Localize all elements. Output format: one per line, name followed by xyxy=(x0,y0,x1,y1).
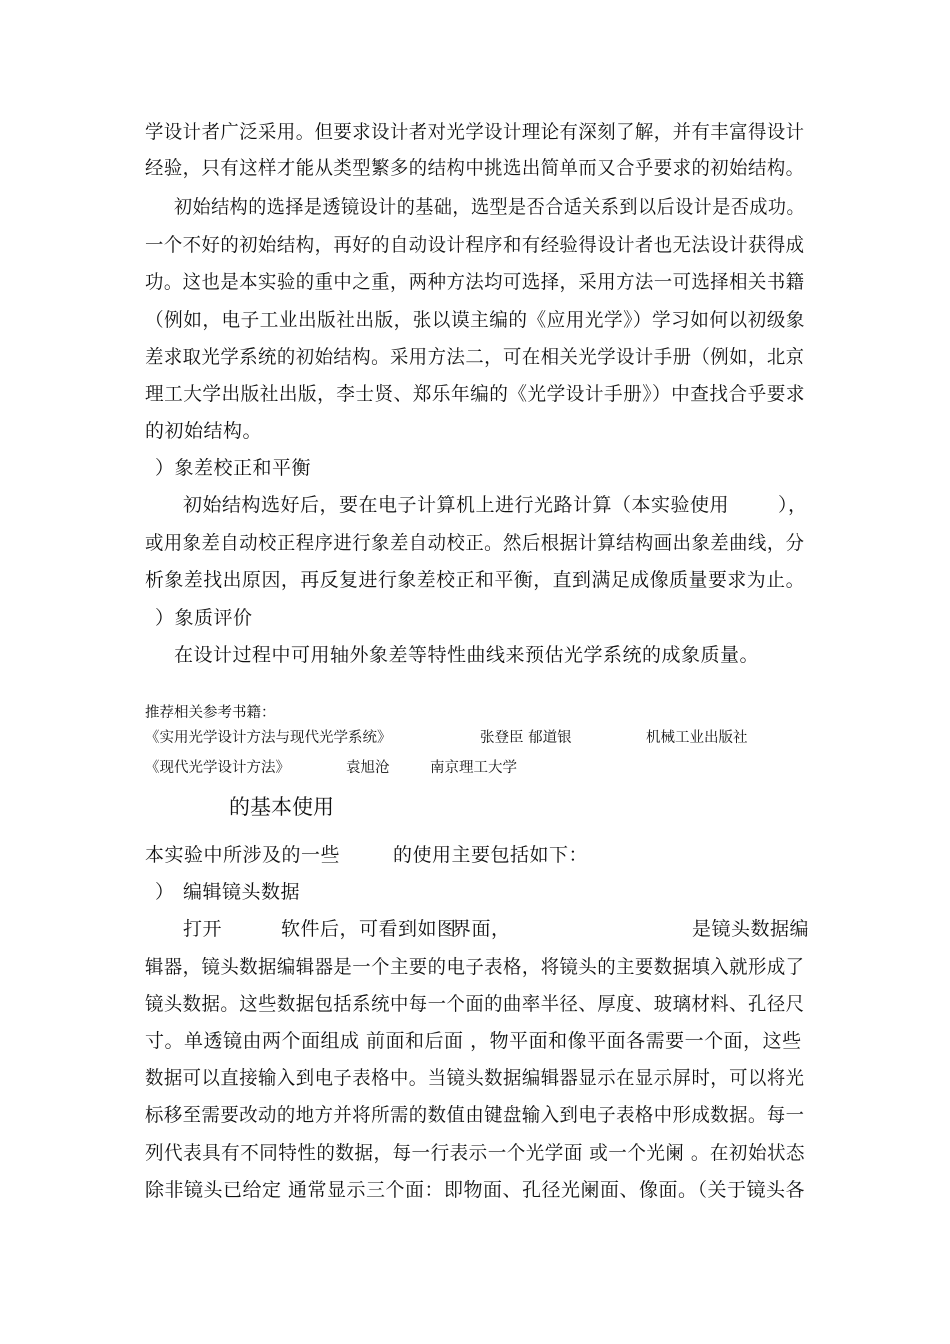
paragraph-line: 在设计过程中可用轴外象差等特性曲线来预估光学系统的成象质量。 xyxy=(174,644,760,666)
section-heading: ）象质评价 xyxy=(155,607,253,629)
paragraph-line: （例如，电子工业出版社出版，张以谟主编的《应用光学》）学习如何以初级象 xyxy=(145,309,806,331)
paragraph-line: 的初始结构。 xyxy=(145,420,263,442)
paragraph-line: 列代表具有不同特性的数据，每一行表示一个光学面 或一个光阑 。在初始状态 xyxy=(145,1142,806,1164)
paragraph-line: 或用象差自动校正程序进行象差自动校正。然后根据计算结构画出象差曲线，分 xyxy=(145,532,805,554)
paragraph-line: 数据可以直接输入到电子表格中。当镜头数据编辑器显示在显示屏时，可以将光 xyxy=(145,1067,805,1089)
paragraph-line: 理工大学出版社出版，李士贤、郑乐年编的《光学设计手册》）中查找合乎要求 xyxy=(145,383,806,405)
paragraph-text: ）， xyxy=(778,494,808,516)
paragraph-line: 寸。单透镜由两个面组成 前面和后面 ，物平面和像平面各需要一个面，这些 xyxy=(145,1030,802,1052)
paragraph-line: 镜头数据。这些数据包括系统中每一个面的曲率半径、厚度、玻璃材料、孔径尺 xyxy=(145,993,805,1015)
reference-authors: 张登臣 郁道银 xyxy=(480,730,572,746)
paragraph-text: 打开 xyxy=(183,918,223,940)
paragraph-line: 学设计者广泛采用。但要求设计者对光学设计理论有深刻了解，并有丰富得设计 xyxy=(145,121,805,143)
reference-authors: 袁旭沧 xyxy=(346,760,390,776)
references-title: 推荐相关参考书籍： xyxy=(145,705,276,721)
sub-heading-marker: ） xyxy=(155,881,175,903)
paragraph-line: 一个不好的初始结构，再好的自动设计程序和有经验得设计者也无法设计获得成 xyxy=(145,234,805,256)
section-heading: ）象差校正和平衡 xyxy=(155,457,312,479)
reference-publisher: 南京理工大学 xyxy=(430,760,517,776)
paragraph-line: 除非镜头已给定 通常显示三个面：即物面、孔径光阑面、像面。（关于镜头各 xyxy=(145,1179,806,1201)
paragraph-line: 析象差找出原因，再反复进行象差校正和平衡，直到满足成像质量要求为止。 xyxy=(145,569,806,591)
paragraph-text: 软件后，可看到如图 xyxy=(281,918,457,940)
reference-book: 《现代光学设计方法》 xyxy=(145,760,290,776)
paragraph-text: 界面， xyxy=(452,918,511,940)
paragraph-line: 辑器，镜头数据编辑器是一个主要的电子表格，将镜头的主要数据填入就形成了 xyxy=(145,956,805,978)
section-title: 的基本使用 xyxy=(229,795,334,819)
paragraph-text: 本实验中所涉及的一些 xyxy=(145,844,341,866)
paragraph-text: 的使用主要包括如下： xyxy=(393,844,589,866)
reference-publisher: 机械工业出版社 xyxy=(646,730,748,746)
paragraph-line: 标移至需要改动的地方并将所需的数值由键盘输入到电子表格中形成数据。每一 xyxy=(145,1104,805,1126)
reference-book: 《实用光学设计方法与现代光学系统》 xyxy=(145,730,392,746)
paragraph-text: 是镜头数据编 xyxy=(692,918,810,940)
paragraph-line: 功。这也是本实验的重中之重，两种方法均可选择，采用方法一可选择相关书籍 xyxy=(145,271,805,293)
paragraph-line: 差求取光学系统的初始结构。采用方法二，可在相关光学设计手册（例如，北京 xyxy=(145,346,805,368)
paragraph-text: 初始结构选好后，要在电子计算机上进行光路计算（本实验使用 xyxy=(183,494,730,516)
sub-heading: 编辑镜头数据 xyxy=(183,881,301,903)
paragraph-line: 经验，只有这样才能从类型繁多的结构中挑选出简单而又合乎要求的初始结构。 xyxy=(145,157,805,179)
paragraph-line: 初始结构的选择是透镜设计的基础，选型是否合适关系到以后设计是否成功。 xyxy=(174,196,806,218)
